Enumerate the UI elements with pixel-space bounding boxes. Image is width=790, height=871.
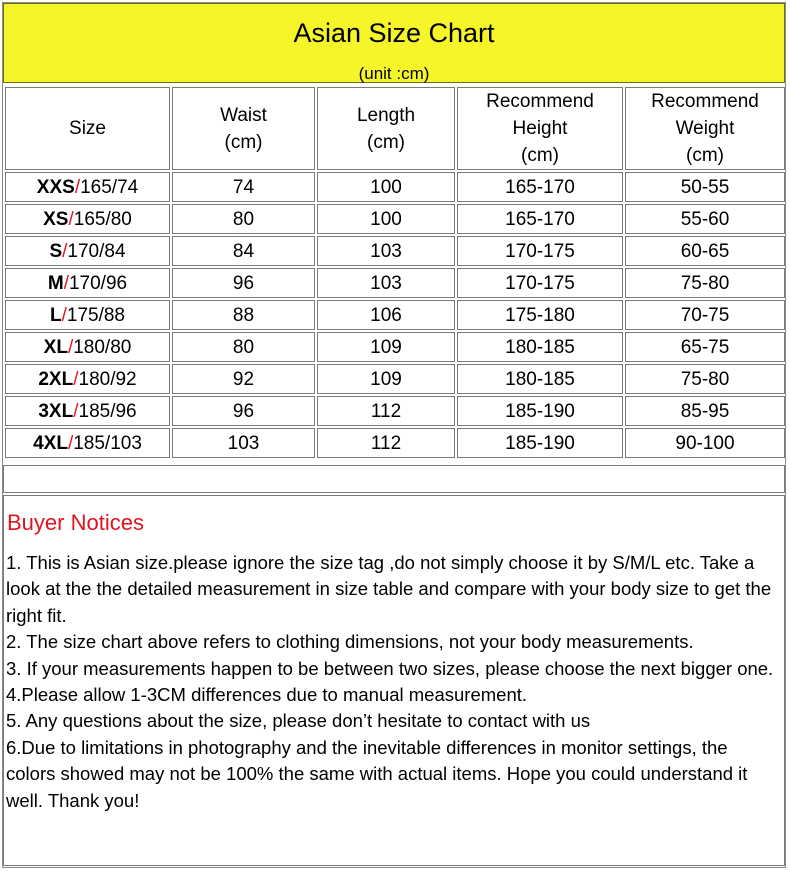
cell-waist: 96 xyxy=(172,268,315,298)
unit-label: (unit :cm) xyxy=(358,64,430,83)
cell-size xyxy=(5,268,170,298)
cell-size xyxy=(5,204,170,234)
buyer-notices xyxy=(3,495,785,866)
size-code: 3XL xyxy=(38,400,74,422)
cell-size xyxy=(5,364,170,394)
size-spec: 170/84 xyxy=(67,240,126,262)
cell-waist: 80 xyxy=(172,204,315,234)
title-banner xyxy=(3,3,785,83)
cell-weight: 75-80 xyxy=(625,364,785,394)
notices-heading: Buyer Notices xyxy=(7,510,144,535)
header-length: Length (cm) xyxy=(317,87,455,170)
header-height: Recommend Height (cm) xyxy=(457,87,623,170)
size-slash: / xyxy=(73,368,79,390)
size-code: XL xyxy=(43,336,68,358)
notices-body xyxy=(6,550,782,814)
size-code: XS xyxy=(43,208,69,230)
notice-item: 6.Due to limitations in photography and the inevitable differences in monitor settings, the colors showed may not be 100% the same with actual items. Hope you could understand it well. Thank you! xyxy=(6,736,748,811)
cell-height: 180-185 xyxy=(457,364,623,394)
cell-height: 170-175 xyxy=(457,236,623,266)
cell-length: 103 xyxy=(317,236,455,266)
cell-waist: 84 xyxy=(172,236,315,266)
size-code: S xyxy=(49,240,63,262)
table-row xyxy=(5,300,785,330)
size-spec: 185/103 xyxy=(73,432,142,454)
cell-weight: 60-65 xyxy=(625,236,785,266)
table-row xyxy=(5,204,785,234)
table-header-row xyxy=(5,87,785,170)
cell-length: 103 xyxy=(317,268,455,298)
size-spec: 185/96 xyxy=(78,400,137,422)
table-row xyxy=(5,332,785,362)
size-slash: / xyxy=(67,336,74,358)
notice-item: 1. This is Asian size.please ignore the size tag ,do not simply choose it by S/M/L etc. Take a look at the the detailed measurement in size table and compare with your body size to get the right fit. xyxy=(6,552,772,626)
cell-weight: 65-75 xyxy=(625,332,785,362)
cell-length: 112 xyxy=(317,428,455,458)
cell-height: 185-190 xyxy=(457,428,623,458)
cell-length: 109 xyxy=(317,364,455,394)
size-spec: 175/88 xyxy=(66,304,125,326)
size-code: XXS xyxy=(36,176,75,198)
cell-size xyxy=(5,172,170,202)
size-slash: / xyxy=(63,272,69,294)
size-slash: / xyxy=(62,240,68,262)
size-code: 2XL xyxy=(38,368,74,390)
cell-length: 100 xyxy=(317,204,455,234)
cell-waist: 88 xyxy=(172,300,315,330)
cell-size xyxy=(5,396,170,426)
notice-item: 3. If your measurements happen to be between two sizes, please choose the next bigger one. xyxy=(6,657,774,679)
cell-size xyxy=(5,236,170,266)
cell-waist: 80 xyxy=(172,332,315,362)
size-slash: / xyxy=(61,304,67,326)
size-slash: / xyxy=(67,432,74,454)
size-spec: 170/96 xyxy=(68,272,128,294)
cell-size xyxy=(5,300,170,330)
size-slash: / xyxy=(68,208,74,230)
cell-weight: 50-55 xyxy=(625,172,785,202)
table-row xyxy=(5,428,785,458)
size-code: L xyxy=(49,304,62,326)
cell-height: 165-170 xyxy=(457,172,623,202)
cell-length: 100 xyxy=(317,172,455,202)
size-slash: / xyxy=(74,176,81,198)
table-row xyxy=(5,396,785,426)
cell-weight: 75-80 xyxy=(625,268,785,298)
cell-waist: 74 xyxy=(172,172,315,202)
size-table xyxy=(3,85,787,460)
table-row xyxy=(5,268,785,298)
cell-length: 112 xyxy=(317,396,455,426)
cell-length: 109 xyxy=(317,332,455,362)
size-spec: 165/80 xyxy=(73,208,132,230)
size-spec: 165/74 xyxy=(80,176,139,198)
cell-size xyxy=(5,428,170,458)
cell-length: 106 xyxy=(317,300,455,330)
cell-height: 180-185 xyxy=(457,332,623,362)
cell-height: 165-170 xyxy=(457,204,623,234)
header-weight: Recommend Weight (cm) xyxy=(625,87,785,170)
cell-waist: 96 xyxy=(172,396,315,426)
cell-weight: 85-95 xyxy=(625,396,785,426)
table-row xyxy=(5,236,785,266)
cell-size xyxy=(5,332,170,362)
header-size: Size xyxy=(5,87,170,170)
cell-height: 175-180 xyxy=(457,300,623,330)
cell-weight: 55-60 xyxy=(625,204,785,234)
size-code: 4XL xyxy=(33,432,68,454)
spacer-row xyxy=(3,465,785,493)
notice-item: 2. The size chart above refers to clothing dimensions, not your body measurements. xyxy=(6,631,694,653)
cell-height: 185-190 xyxy=(457,396,623,426)
cell-height: 170-175 xyxy=(457,268,623,298)
size-spec: 180/80 xyxy=(73,336,132,358)
header-waist: Waist (cm) xyxy=(172,87,315,170)
table-row xyxy=(5,364,785,394)
cell-waist: 92 xyxy=(172,364,315,394)
cell-weight: 70-75 xyxy=(625,300,785,330)
table-row xyxy=(5,172,785,202)
cell-weight: 90-100 xyxy=(625,428,785,458)
notice-item: 5. Any questions about the size, please don’t hesitate to contact with us xyxy=(6,710,591,732)
size-spec: 180/92 xyxy=(78,368,137,390)
chart-title: Asian Size Chart xyxy=(293,18,495,48)
notice-item: 4.Please allow 1-3CM differences due to manual measurement. xyxy=(6,684,528,706)
size-code: M xyxy=(47,272,64,294)
size-slash: / xyxy=(73,400,79,422)
cell-waist: 103 xyxy=(172,428,315,458)
